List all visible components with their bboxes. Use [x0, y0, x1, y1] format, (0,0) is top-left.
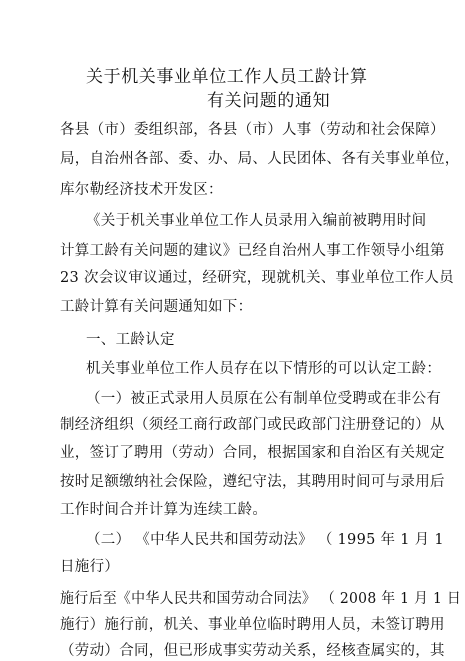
document-title-line-1: 关于机关事业单位工作人员工龄计算	[86, 67, 368, 87]
section-heading: 一、工龄认定	[86, 332, 175, 348]
paragraph-line: 制经济组织（须经工商行政部门或民政部门注册登记的）从	[60, 417, 445, 433]
paragraph-line: 工龄计算有关问题通知如下：	[60, 299, 253, 315]
paragraph-line: 局，自治州各部、委、办、局、人民团体、各有关事业单位，	[60, 151, 460, 167]
paragraph-line: 23 次会议审议通过，经研究，现就机关、事业单位工作人员	[60, 270, 454, 286]
paragraph-line: 施行）施行前，机关、事业单位临时聘用人员，未签订聘用	[60, 617, 445, 633]
paragraph-line: 按时足额缴纳社会保险，遵纪守法，其聘用时间可与录用后	[60, 474, 445, 490]
paragraph-line: 机关事业单位工作人员存在以下情形的可以认定工龄：	[86, 361, 442, 377]
paragraph-line: 工作时间合并计算为连续工龄。	[60, 502, 268, 518]
paragraph-line: 日施行）	[60, 559, 120, 575]
paragraph-line: 各县（市）委组织部，各县（市）人事（劳动和社会保障）	[60, 122, 445, 138]
paragraph-line: 《关于机关事业单位工作人员录用入编前被聘用时间	[86, 213, 427, 229]
paragraph-line: （劳动）合同，但已形成事实劳动关系，经核查属实的，其	[60, 643, 445, 659]
document-title-line-2: 有关问题的通知	[207, 91, 331, 111]
paragraph-line: 计算工龄有关问题的建议》已经自治州人事工作领导小组第	[60, 243, 445, 259]
paragraph-line: （一）被正式录用人员原在公有制单位受聘或在非公有	[86, 391, 442, 407]
paragraph-line: 库尔勒经济技术开发区：	[60, 182, 223, 198]
paragraph-line: 业，签订了聘用（劳动）合同，根据国家和自治区有关规定	[60, 445, 445, 461]
paragraph-line: 施行后至《中华人民共和国劳动合同法》 （ 2008 年 1 月 1 日	[60, 591, 462, 607]
paragraph-line: （二） 《中华人民共和国劳动法》 （ 1995 年 1 月 1	[86, 532, 444, 548]
